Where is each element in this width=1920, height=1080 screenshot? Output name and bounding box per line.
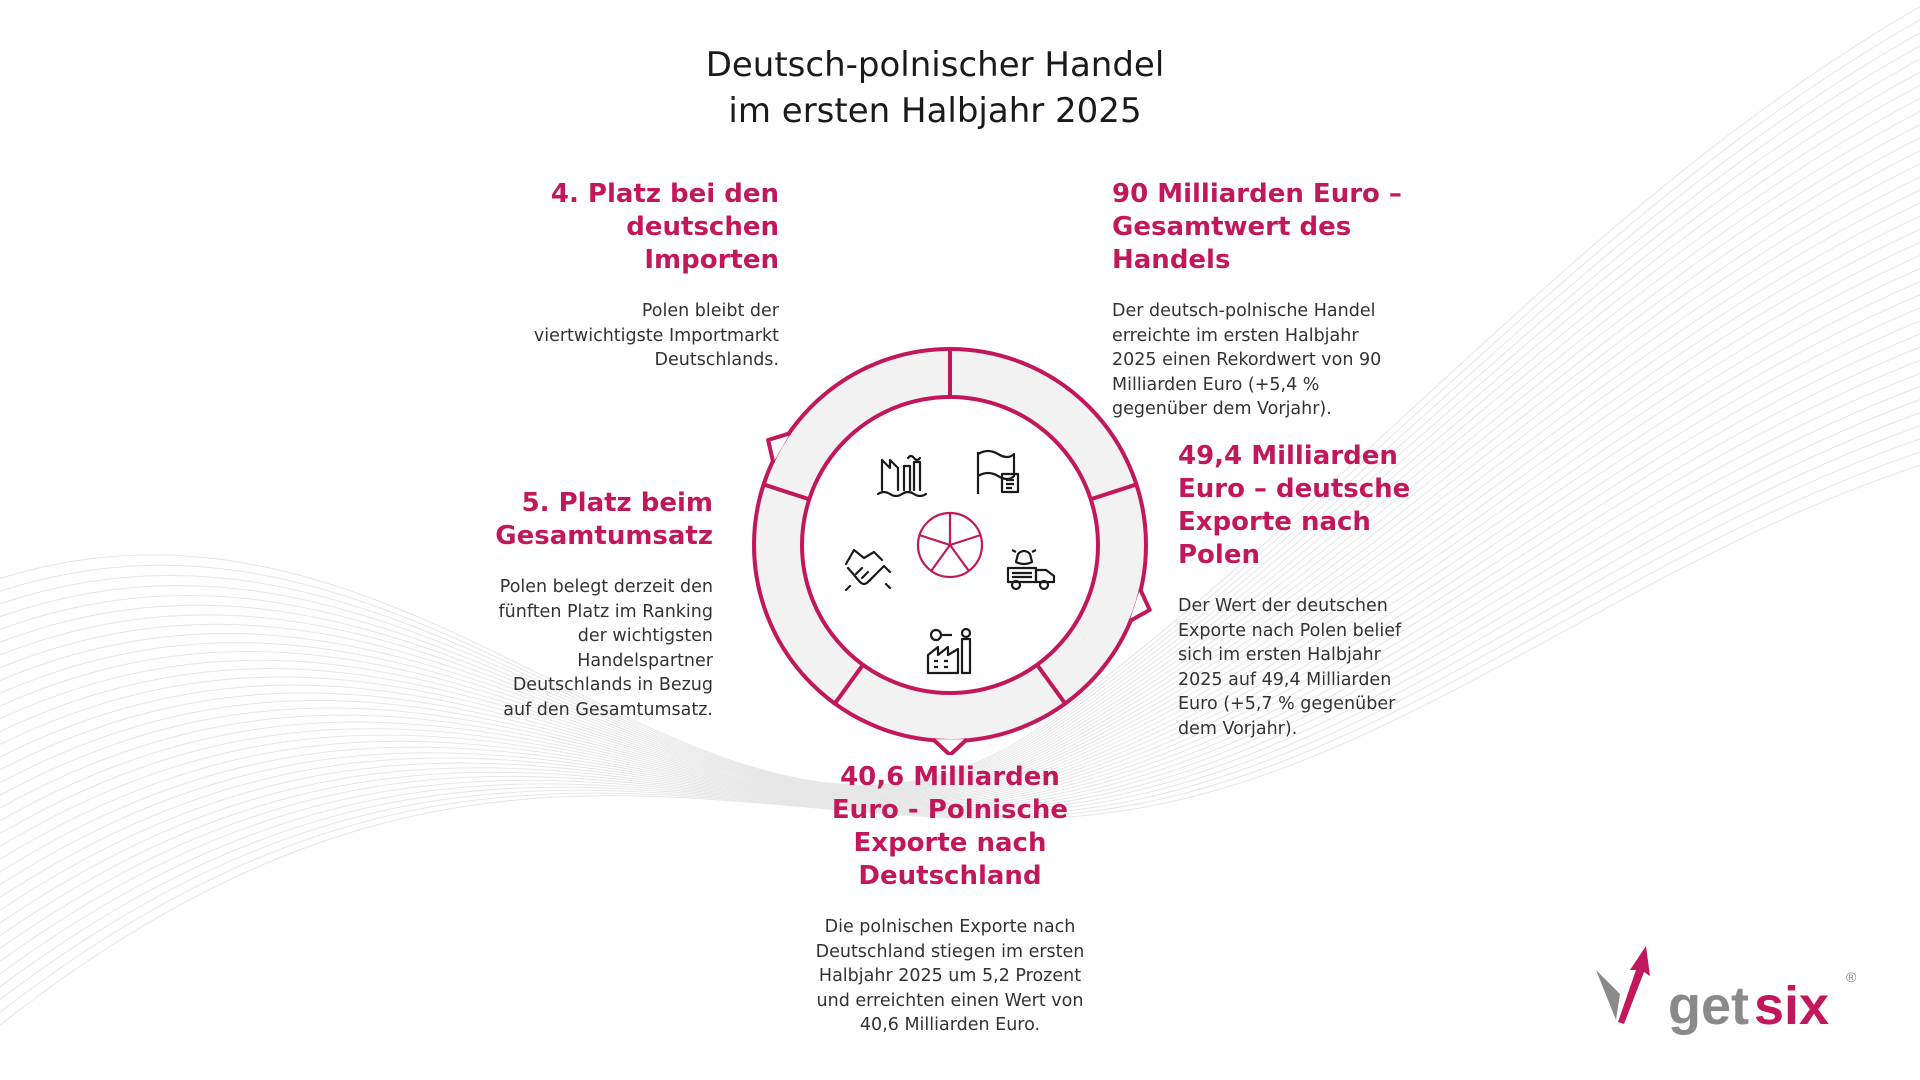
total-turnover-block	[495, 487, 713, 722]
logo-registered-mark: ®	[1846, 969, 1857, 985]
polish-exports-block	[765, 761, 1135, 1038]
pie-icon-slice-line	[931, 545, 950, 571]
german-exports-text: Der Wert der deutschen Exporte nach Polen belief sich im ersten Halbjahr 2025 auf 49,4 Milliarden Euro (+5,7 % gegenüber dem Vorjahr).	[1178, 596, 1402, 739]
total-trade-text: Der deutsch-polnische Handel erreichte im ersten Halbjahr 2025 einen Rekordwert von 90 Milliarden Euro (+5,4 % gegenüber dem Vorjahr).	[1112, 301, 1382, 419]
german-exports-block	[1178, 440, 1410, 741]
title-line-2: im ersten Halbjahr 2025	[728, 91, 1142, 131]
logo-text-get: get	[1668, 976, 1749, 1036]
total-turnover-text: Polen belegt derzeit den fünften Platz im Ranking der wichtigsten Handelspartner Deutschlands in Bezug auf den Gesamtumsatz.	[498, 577, 713, 720]
ring-pointer	[933, 739, 967, 755]
page-title	[560, 42, 1310, 134]
getsix-logo	[1590, 940, 1870, 1040]
polish-exports-heading: 40,6 Milliarden Euro - Polnische Exporte nach Deutschland	[831, 762, 1069, 891]
polish-exports-text: Die polnischen Exporte nach Deutschland stiegen im ersten Halbjahr 2025 um 5,2 Prozent und erreichten einen Wert von 40,6 Milliarden Euro.	[815, 917, 1085, 1035]
truck-cattle-icon	[1008, 550, 1054, 589]
pie-icon-slice-line	[920, 535, 950, 545]
ring	[754, 349, 1150, 755]
logo-arrow-mark	[1596, 946, 1650, 1024]
total-turnover-heading: 5. Platz beim Gesamtumsatz	[495, 488, 713, 551]
ring-diagram	[740, 335, 1160, 755]
total-trade-heading: 90 Milliarden Euro – Gesamtwert des Handels	[1112, 179, 1402, 275]
pie-icon-slice-line	[950, 545, 969, 571]
imports-heading: 4. Platz bei den deutschen Importen	[550, 179, 779, 275]
handshake-icon	[846, 550, 890, 590]
pie-chart-icon	[918, 513, 982, 577]
factory-water-icon	[878, 456, 926, 496]
logo-text-six: six	[1754, 976, 1830, 1036]
industry-cog-icon	[928, 629, 970, 673]
imports-text: Polen bleibt der viertwichtigste Importmarkt Deutschlands.	[533, 301, 779, 370]
german-exports-heading: 49,4 Milliarden Euro – deutsche Exporte nach Polen	[1178, 441, 1411, 570]
title-line-1: Deutsch-polnischer Handel	[705, 45, 1165, 85]
flag-document-icon	[978, 451, 1018, 494]
pie-icon-slice-line	[950, 535, 980, 545]
